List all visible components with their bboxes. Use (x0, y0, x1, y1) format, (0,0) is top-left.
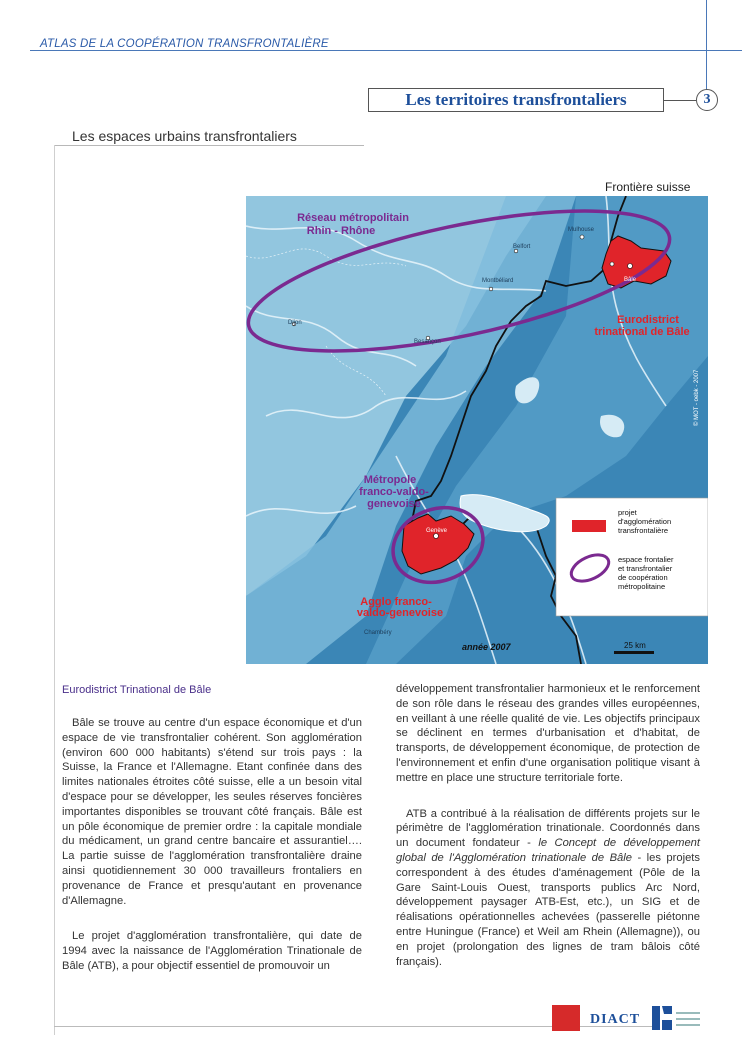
city-mulhouse: Mulhouse (568, 227, 595, 233)
paragraph-text: - les projets correspondent à des études d'aménagement (Pôle de la Gare Saint-Louis Ouest, transports publics Arc Nord, développement paysager ATB-Est, etc.), un SIG et de réalisations opérationnelles achevées (passerelle piétonne entre Huningue (France) et Weil am Rhein (Allemagne)), ou en projet (prolongation des lignes de tram bâlois côté français). (396, 851, 700, 968)
city-bale: Bâle (624, 277, 637, 283)
legend-agglo-3: transfrontalière (618, 526, 669, 535)
legend-espace-2: et transfrontalier (618, 564, 673, 573)
city-dijon: Dijon (288, 320, 302, 326)
map-year: année 2007 (462, 642, 511, 652)
map-credit: © MOT - oebk - 2007 (694, 369, 700, 426)
diact-logo: DIACT (590, 1012, 641, 1027)
header-vertical-rule (706, 0, 707, 90)
city-chambery: Chambéry (364, 630, 392, 636)
subtitle-rule (54, 145, 364, 146)
city-besancon: Besançon (414, 339, 441, 345)
legend-agglo-1: projet (618, 508, 637, 517)
label-eurodistrict-1: Eurodistrict (617, 314, 679, 326)
document-title-italic: le Concept de développement global de l'Agglomération trinationale de Bâle (396, 837, 700, 864)
label-agglo-1: Agglo franco- (360, 596, 432, 608)
atlas-title: ATLAS DE LA COOPÉRATION TRANSFRONTALIÈRE (40, 38, 329, 50)
label-eurodistrict-2: trinational de Bâle (594, 326, 690, 338)
city-montbeliard: Montbéliard (482, 278, 514, 284)
label-metropole-1: Métropole (363, 474, 417, 486)
paragraph: développement transfrontalier harmonieux et le renforcement de son rôle dans le réseau des grandes villes européennes, en veillant à une réelle qualité de vie. Les objectifs principaux se déclinent en termes d'urbanisation et d'habitat, de transports, de développement économique, de protection de l'environnement et enfin d'une organisation politique visant à mettre en place une structure territoriale forte. (396, 683, 700, 784)
section-number: 3 (696, 89, 718, 111)
section-connector (664, 100, 696, 101)
legend-espace-1: espace frontalier (618, 555, 674, 564)
header-rule (30, 50, 742, 51)
map-heading: Frontière suisse (605, 180, 691, 194)
label-metropole-2: franco-valdo- (359, 486, 429, 498)
article-heading: Eurodistrict Trinational de Bâle (62, 684, 212, 696)
partner-logo-red (552, 1005, 580, 1031)
paragraph (396, 807, 700, 970)
article-column-1 (62, 716, 362, 974)
mot-logo (652, 1004, 702, 1032)
paragraph: Le projet d'agglomération transfrontalière, qui date de 1994 avec la naissance de l'Agglomération Trinationale de Bâle (ATB), a pour objectif essentiel de promouvoir un (62, 930, 362, 972)
scale-label: 25 km (624, 641, 646, 650)
legend-espace-3: de coopération (618, 573, 668, 582)
label-metropole-3: genevoise (367, 498, 421, 510)
label-rhin-rhone: Rhin - Rhône (306, 225, 376, 237)
legend-agglo-2: d'agglomération (618, 517, 672, 526)
city-belfort: Belfort (513, 244, 531, 250)
section-title: Les territoires transfrontaliers (368, 88, 664, 112)
page-subtitle: Les espaces urbains transfrontaliers (72, 128, 297, 144)
legend-espace-4: métropolitaine (618, 582, 666, 591)
article-column-2 (396, 682, 700, 969)
scale-bar (614, 651, 654, 654)
left-margin-rule (54, 145, 55, 1035)
label-agglo-2: valdo-genevoise (356, 607, 444, 619)
paragraph: Bâle se trouve au centre d'un espace économique et d'un espace de vie transfrontalier cohérent. Son agglomération (environ 600 000 habitants) s'étend sur trois pays : la Suisse, la France et l'Allemagne. Etant confinée dans des limites nationales étroites côté suisse, elle a un besoin vital d'espace pour se développer, les seules réserves foncières importantes disponibles se trouvant côté français. Bâle est un pôle économique de premier ordre : la capitale mondiale du médicament, un grand centre bancaire et assurantiel…. La partie suisse de l'agglomération transfrontalière draine ainsi quotidiennement 30 000 travailleurs frontaliers en provenance de France et presqu'autant en provenance d'Allemagne. (62, 717, 362, 907)
city-geneve: Genève (426, 528, 448, 534)
label-reseau: Réseau métropolitain (297, 212, 409, 224)
map-legend (556, 498, 708, 616)
paragraph-text: ATB a contribué à la réalisation de différents projets sur le périmètre de l'agglomération trinationale. Coordonnés dans un document fondateur - (396, 807, 700, 850)
map-figure (246, 196, 708, 664)
